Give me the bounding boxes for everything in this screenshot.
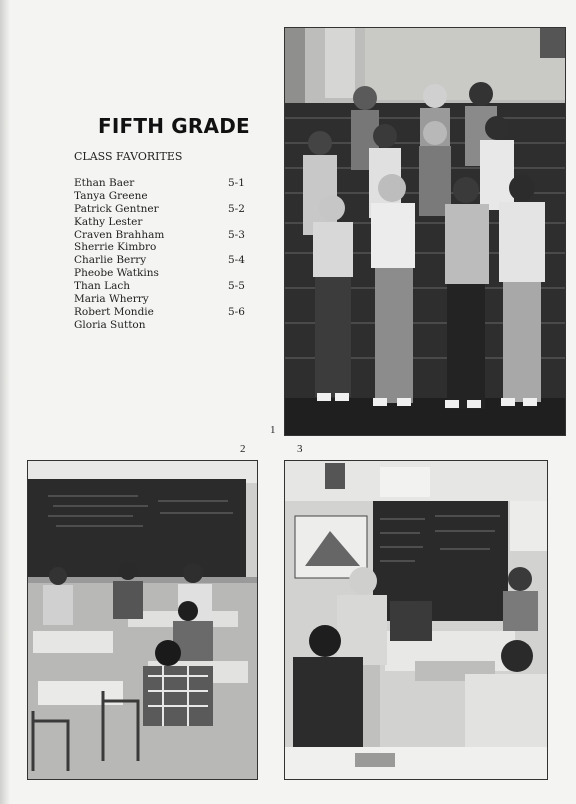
- class-favorites-list: [74, 177, 254, 332]
- page-title: FIFTH GRADE: [98, 114, 250, 138]
- photo-number-1: 1: [270, 424, 276, 436]
- student-name: Sherrie Kimbro: [74, 241, 157, 254]
- photo-number-3: 3: [297, 443, 303, 455]
- list-item: [74, 216, 254, 229]
- class-number: 5-2: [228, 202, 245, 215]
- teacher-photo-image: [285, 461, 547, 779]
- student-name: Gloria Sutton: [74, 318, 146, 331]
- list-item: [74, 306, 254, 319]
- list-item: [74, 177, 254, 190]
- list-item: [74, 319, 254, 332]
- class-number: 5-3: [228, 228, 245, 241]
- classroom-photo: [27, 460, 258, 780]
- list-item: [74, 293, 254, 306]
- student-name: Patrick Gentner: [74, 202, 159, 215]
- student-name: Robert Mondie: [74, 305, 154, 318]
- student-name: Ethan Baer: [74, 177, 135, 189]
- class-number: [228, 190, 254, 203]
- list-item: [74, 190, 254, 203]
- classroom-photo-image: [28, 461, 257, 779]
- class-number: [228, 293, 254, 306]
- class-number: 5-6: [228, 305, 245, 318]
- class-number: 5-4: [228, 254, 245, 267]
- student-name: Maria Wherry: [74, 293, 149, 306]
- class-number: [228, 216, 254, 229]
- student-name: Tanya Greene: [74, 189, 148, 202]
- student-name: Pheobe Watkins: [74, 267, 159, 280]
- list-item: [74, 203, 254, 216]
- list-item: [74, 267, 254, 280]
- class-number: 5-1: [228, 177, 245, 189]
- list-item: [74, 241, 254, 254]
- binding-shadow: [0, 0, 10, 804]
- class-number: [228, 241, 254, 254]
- class-number: 5-5: [228, 280, 245, 293]
- list-item: [74, 280, 254, 293]
- student-name: Craven Brahham: [74, 228, 165, 241]
- group-photo-image: [285, 28, 565, 435]
- list-item: [74, 254, 254, 267]
- class-number: [228, 319, 254, 332]
- student-name: Charlie Berry: [74, 254, 147, 267]
- group-photo: [284, 27, 566, 436]
- section-subtitle: CLASS FAVORITES: [74, 150, 183, 163]
- class-number: [228, 267, 254, 280]
- teacher-photo: [284, 460, 548, 780]
- list-item: [74, 229, 254, 242]
- student-name: Than Lach: [74, 280, 131, 293]
- student-name: Kathy Lester: [74, 215, 143, 228]
- photo-number-2: 2: [240, 443, 246, 455]
